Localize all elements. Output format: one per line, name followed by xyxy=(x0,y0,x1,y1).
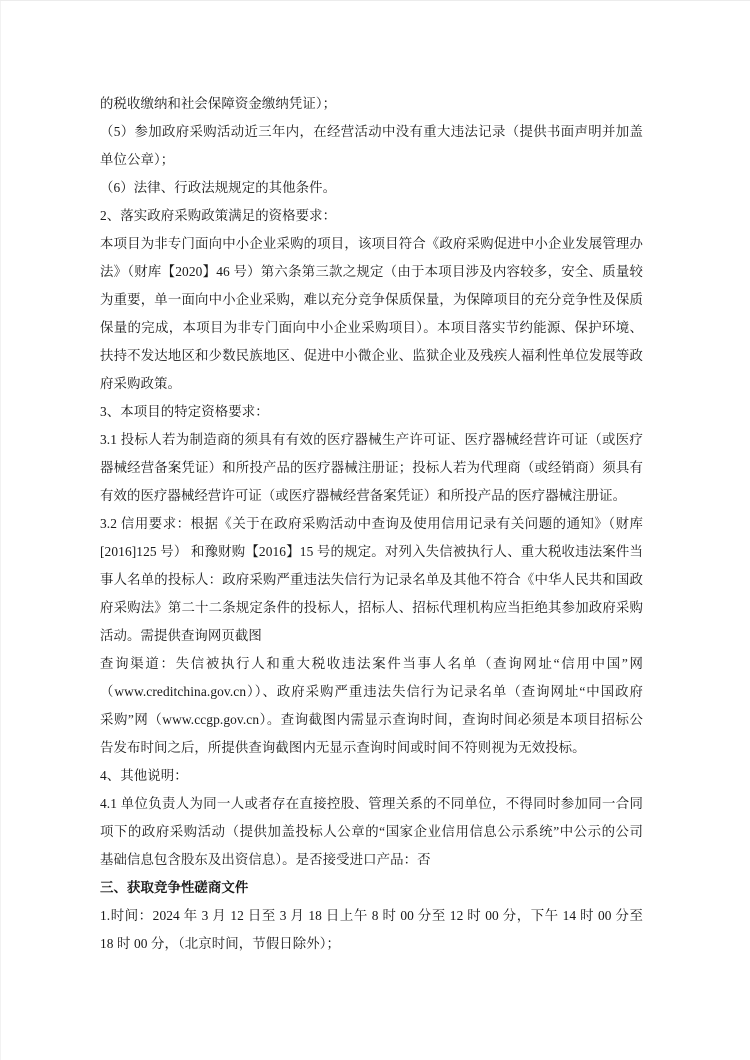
text-line: 活动。需提供查询网页截图 xyxy=(100,628,262,643)
text-line: （www.creditchina.gov.cn））、政府采购严重违法失信行为记录名单（查询网址“中国政府 xyxy=(100,684,643,699)
text-line: 保量的完成，本项目为非专门面向中小企业采购项目）。本项目落实节约能源、保护环境、 xyxy=(100,320,643,335)
text-line: 2、落实政府采购政策满足的资格要求： xyxy=(100,208,337,223)
text-line: （5）参加政府采购活动近三年内，在经营活动中没有重大违法记录（提供书面声明并加盖 xyxy=(100,124,643,139)
text-line: 单位公章）； xyxy=(100,152,175,167)
text-line: 1.时间：2024 年 3 月 12 日至 3 月 18 日上午 8 时 00 分至 12 时 00 分，下午 14 时 00 分至 xyxy=(100,908,643,923)
text-line: 的税收缴纳和社会保障资金缴纳凭证）； xyxy=(100,96,337,111)
text-line: 4、其他说明： xyxy=(100,768,188,783)
text-line: 项下的政府采购活动（提供加盖投标人公章的“国家企业信用信息公示系统”中公示的公司 xyxy=(100,824,643,839)
text-line: 有效的医疗器械经营许可证（或医疗器械经营备案凭证）和所投产品的医疗器械注册证。 xyxy=(100,488,627,503)
text-line: [2016]125 号） 和豫财购【2016】15 号的规定。对列入失信被执行人、重大税收违法案件当 xyxy=(100,544,643,559)
text-line: （6）法律、行政法规规定的其他条件。 xyxy=(100,180,337,195)
text-line: 采购”网（www.ccgp.gov.cn）。查询截图内需显示查询时间，查询时间必须是本项目招标公 xyxy=(100,712,643,727)
text-line: 3.2 信用要求：根据《关于在政府采购活动中查询及使用信用记录有关问题的通知》（财库 xyxy=(100,516,643,531)
text-line: 告发布时间之后，所提供查询截图内无显示查询时间或时间不符则视为无效投标。 xyxy=(100,740,586,755)
text-line: 为重要，单一面向中小企业采购，难以充分竞争保质保量，为保障项目的充分竞争性及保质 xyxy=(100,292,643,307)
text-line: 本项目为非专门面向中小企业采购的项目，该项目符合《政府采购促进中小企业发展管理办 xyxy=(100,236,643,251)
text-line: 基础信息包含股东及出资信息）。是否接受进口产品：否 xyxy=(100,852,431,867)
text-line: 3.1 投标人若为制造商的须具有有效的医疗器械生产许可证、医疗器械经营许可证（或医疗 xyxy=(100,432,643,447)
text-line: 18 时 00 分，（北京时间，节假日除外）； xyxy=(100,936,340,951)
text-line: 府采购法》第二十二条规定条件的投标人，招标人、招标代理机构应当拒绝其参加政府采购 xyxy=(100,600,643,615)
text-line: 事人名单的投标人：政府采购严重违法失信行为记录名单及其他不符合《中华人民共和国政 xyxy=(100,572,643,587)
text-line: 查询渠道：失信被执行人和重大税收违法案件当事人名单（查询网址“信用中国”网 xyxy=(100,656,643,671)
text-line: 法》（财库【2020】46 号）第六条第三款之规定（由于本项目涉及内容较多，安全、质量较 xyxy=(100,264,643,279)
section-heading: 三、获取竞争性磋商文件 xyxy=(100,880,249,895)
text-line: 府采购政策。 xyxy=(100,376,181,391)
text-line: 3、本项目的特定资格要求： xyxy=(100,404,269,419)
document-content xyxy=(100,90,643,958)
text-line: 4.1 单位负责人为同一人或者存在直接控股、管理关系的不同单位，不得同时参加同一合同 xyxy=(100,796,643,811)
text-line: 器械经营备案凭证）和所投产品的医疗器械注册证；投标人若为代理商（或经销商）须具有 xyxy=(100,460,643,475)
text-line: 扶持不发达地区和少数民族地区、促进中小微企业、监狱企业及残疾人福利性单位发展等政 xyxy=(100,348,643,363)
